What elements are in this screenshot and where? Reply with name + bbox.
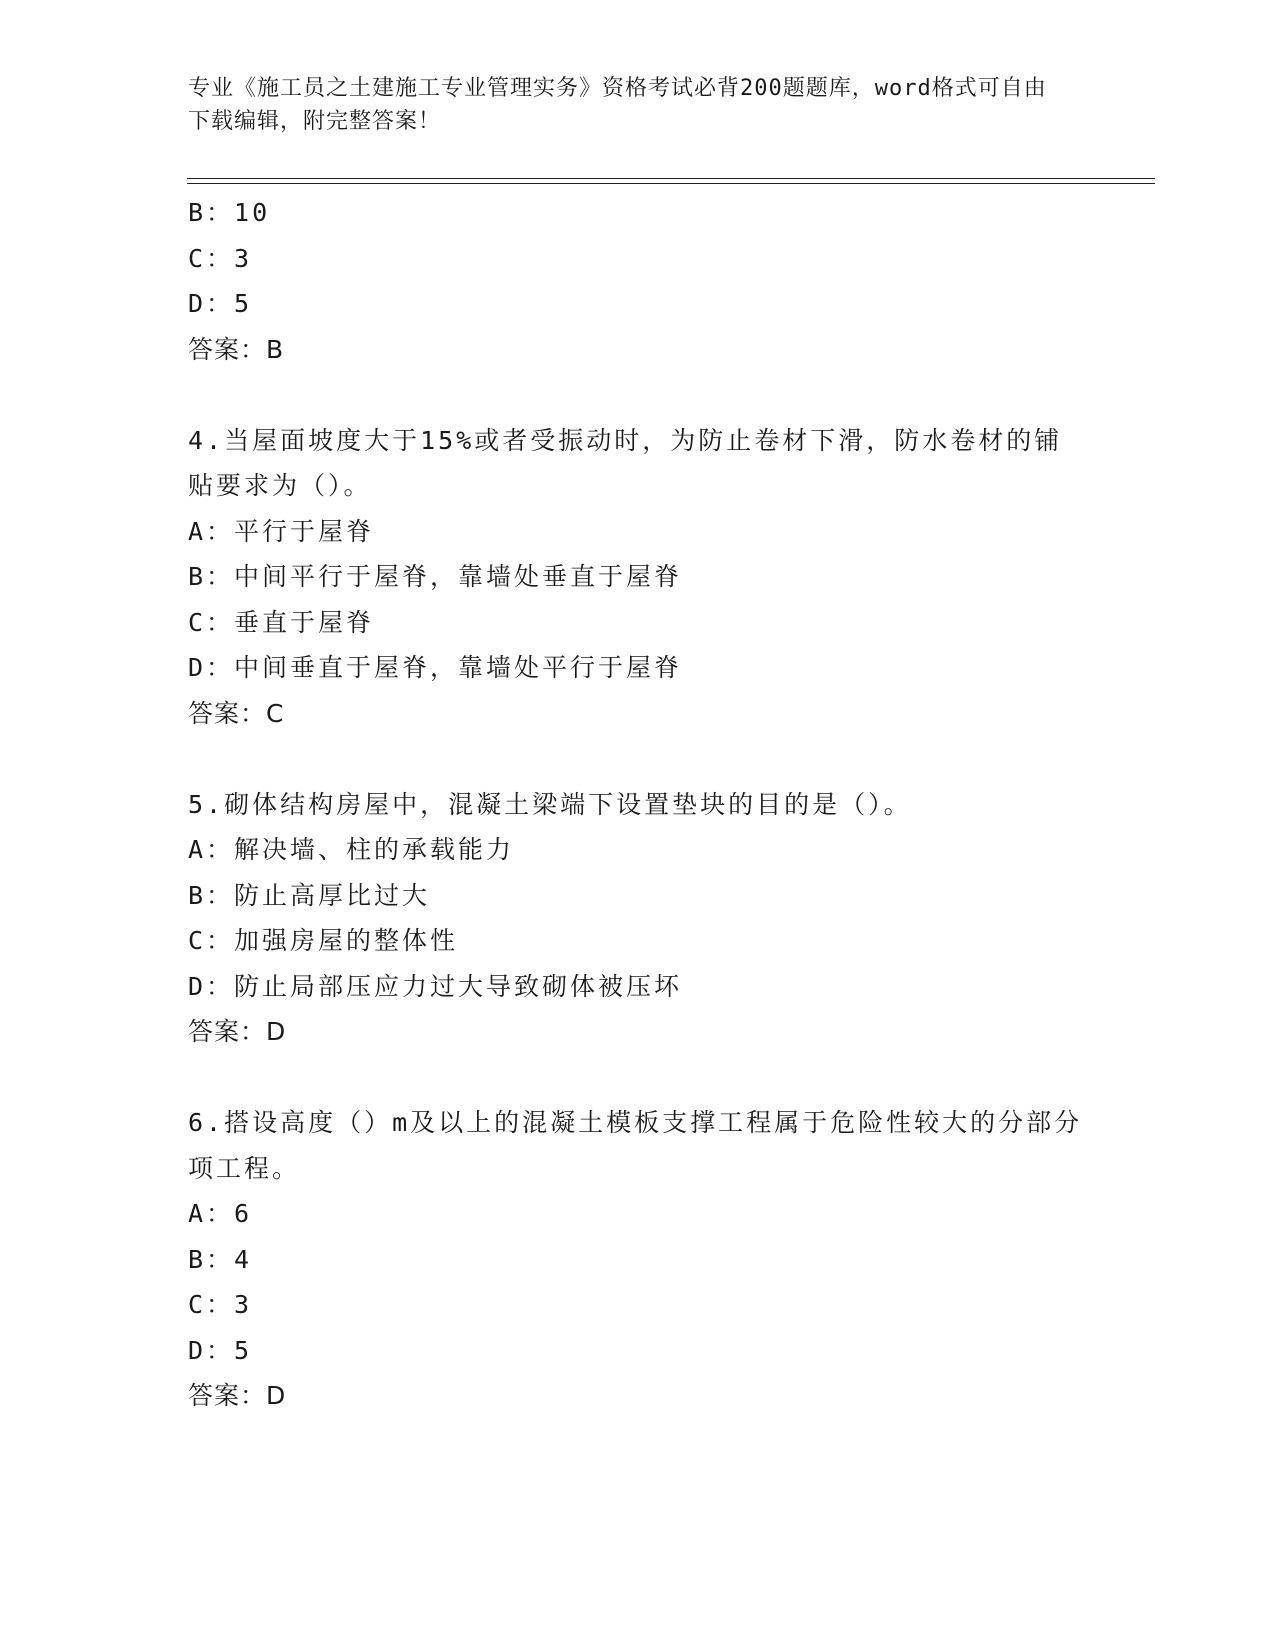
question-list [188, 190, 1088, 1419]
question-5 [188, 782, 1088, 1055]
spacer [188, 1055, 1088, 1101]
question-text: 5.砌体结构房屋中，混凝土梁端下设置垫块的目的是（）。 [188, 789, 912, 819]
option-d: D：中间垂直于屋脊，靠墙处平行于屋脊 [188, 653, 683, 682]
answer-line: 答案：D [188, 1017, 287, 1046]
option-c: C：加强房屋的整体性 [188, 926, 459, 955]
option-d: D：5 [188, 1335, 253, 1365]
spacer [188, 372, 1088, 418]
option-d: D：5 [188, 289, 253, 318]
header-divider-bottom [187, 183, 1155, 184]
option-b: B：中间平行于屋脊，靠墙处垂直于屋脊 [188, 562, 683, 591]
question-3-continued [188, 190, 1088, 372]
option-b: B：10 [188, 198, 271, 227]
answer-line: 答案：C [188, 698, 285, 728]
option-c: C：3 [188, 243, 253, 273]
option-a: A：解决墙、柱的承载能力 [188, 835, 515, 864]
option-a: A：平行于屋脊 [188, 516, 375, 546]
header-title: 专业《施工员之土建施工专业管理实务》资格考试必背200题题库，word格式可自由下载编辑，附完整答案！ [188, 76, 1047, 134]
question-6 [188, 1100, 1088, 1419]
option-a: A：6 [188, 1199, 253, 1228]
question-text: 4.当屋面坡度大于15%或者受振动时，为防止卷材下滑，防水卷材的铺贴要求为（）。 [188, 425, 1063, 500]
spacer [188, 736, 1088, 782]
document-header [188, 72, 1068, 138]
option-b: B：防止高厚比过大 [188, 880, 431, 910]
option-d: D：防止局部压应力过大导致砌体被压坏 [188, 971, 683, 1001]
answer-line: 答案：D [188, 1381, 287, 1410]
option-b: B：4 [188, 1244, 253, 1274]
header-divider-top [187, 178, 1155, 179]
question-text: 6.搭设高度（）m及以上的混凝土模板支撑工程属于危险性较大的分部分项工程。 [188, 1108, 1083, 1183]
answer-line: 答案：B [188, 334, 285, 364]
option-c: C：垂直于屋脊 [188, 607, 375, 637]
question-4 [188, 418, 1088, 737]
option-c: C：3 [188, 1290, 253, 1319]
